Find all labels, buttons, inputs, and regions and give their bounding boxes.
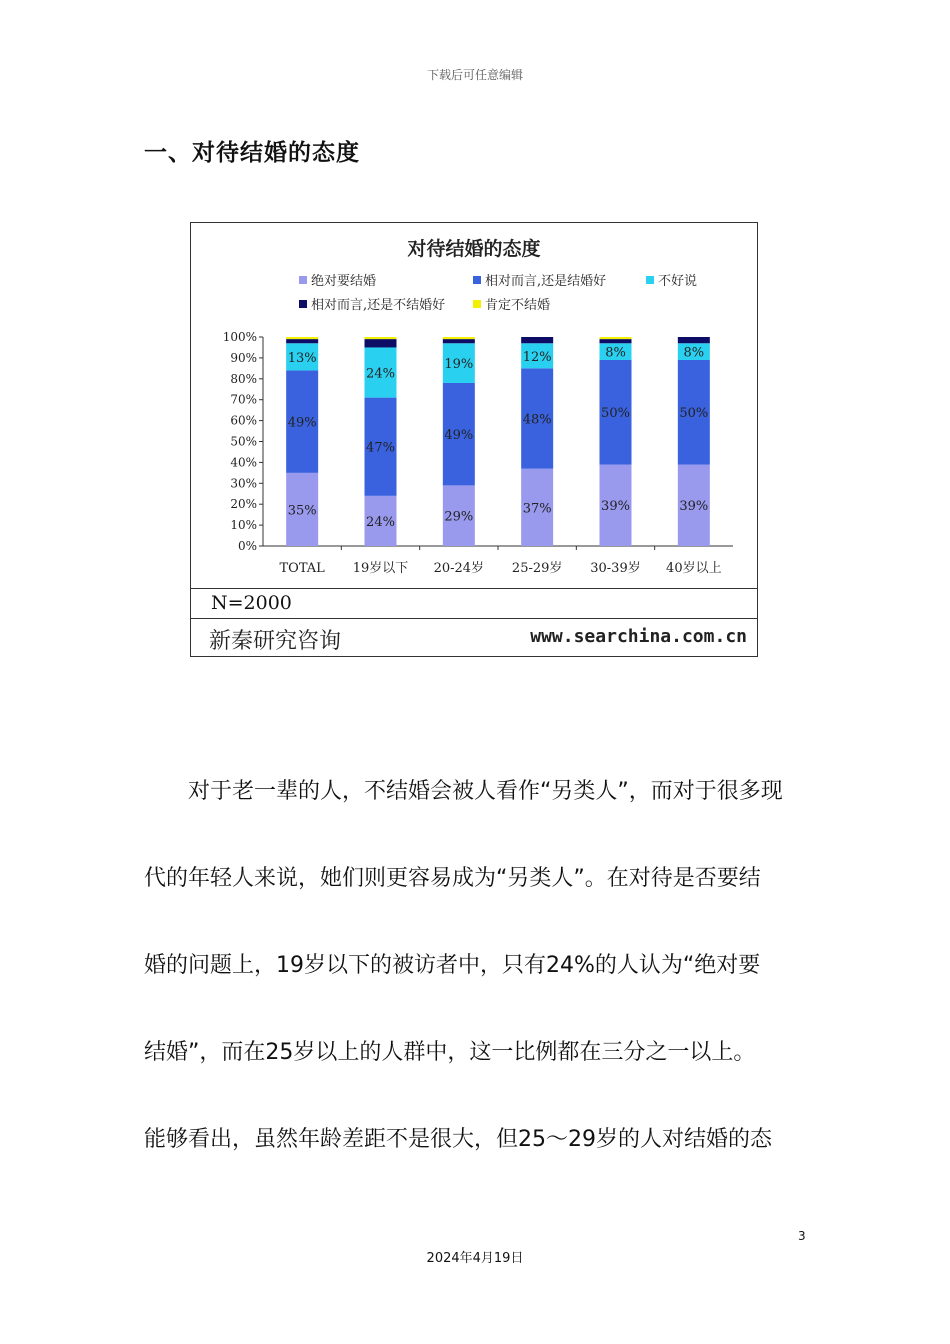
source-org: 新秦研究咨询	[209, 629, 342, 654]
bar-segment	[365, 337, 397, 339]
x-tick-label: 19岁以下	[352, 561, 409, 576]
y-tick-label: 70%	[230, 392, 257, 407]
x-tick-label: 20-24岁	[433, 561, 485, 576]
paragraph-line: 对于老一辈的人，不结婚会被人看作“另类人”，而对于很多现	[144, 779, 783, 804]
x-tick-label: 25-29岁	[511, 561, 563, 576]
sample-size-row	[191, 588, 757, 618]
y-tick-label: 20%	[230, 497, 257, 512]
legend-label: 相对而言,还是不结婚好	[311, 298, 446, 313]
paragraph-line: 结婚”，而在25岁以上的人群中，这一比例都在三分之一以上。	[144, 1040, 756, 1065]
data-label: 35%	[287, 503, 317, 519]
legend-label: 绝对要结婚	[311, 274, 377, 289]
bar-segment	[678, 337, 710, 343]
bar-segment	[443, 339, 475, 343]
source-url: www.searchina.com.cn	[530, 626, 747, 647]
bar-segment	[286, 337, 318, 339]
legend-swatch	[473, 276, 481, 284]
bar-segment	[521, 337, 553, 343]
data-label: 24%	[366, 514, 395, 530]
data-label: 29%	[444, 509, 474, 525]
data-label: 8%	[683, 345, 705, 361]
y-tick-label: 30%	[230, 476, 257, 491]
page-number: 3	[798, 1229, 806, 1243]
bar-segment	[286, 339, 318, 343]
y-tick-label: 100%	[222, 330, 257, 344]
data-label: 39%	[679, 499, 709, 515]
data-label: 19%	[444, 357, 474, 373]
y-tick-label: 90%	[230, 350, 257, 365]
y-tick-label: 10%	[230, 518, 257, 533]
x-tick-label: 40岁以上	[666, 561, 722, 576]
legend-label: 不好说	[658, 274, 698, 289]
bar-segment	[443, 337, 475, 339]
legend-label: 相对而言,还是结婚好	[485, 274, 607, 289]
section-title: 一、对待结婚的态度	[144, 140, 360, 166]
data-label: 50%	[601, 406, 630, 422]
legend-swatch	[299, 300, 307, 308]
data-label: 49%	[444, 428, 474, 444]
source-row	[191, 618, 757, 656]
y-tick-label: 0%	[237, 539, 257, 553]
legend-swatch	[473, 300, 481, 308]
bar-segment	[600, 337, 632, 339]
page-header-note: 下载后可任意编辑	[426, 68, 523, 82]
chart-title: 对待结婚的态度	[407, 238, 541, 260]
chart-figure	[190, 222, 758, 657]
data-label: 50%	[679, 406, 709, 422]
y-tick-label: 50%	[230, 434, 257, 449]
x-tick-label: TOTAL	[279, 561, 325, 576]
legend-label: 肯定不结婚	[485, 298, 551, 313]
paragraph-line: 婚的问题上，19岁以下的被访者中，只有24%的人认为“绝对要	[144, 953, 761, 978]
y-tick-label: 60%	[230, 413, 257, 428]
data-label: 47%	[366, 440, 395, 456]
x-tick-label: 30-39岁	[590, 561, 641, 576]
paragraph-line: 代的年轻人来说，她们则更容易成为“另类人”。在对待是否要结	[144, 866, 761, 891]
data-label: 12%	[522, 349, 552, 365]
data-label: 49%	[287, 415, 317, 431]
stacked-bar-chart	[191, 223, 757, 588]
data-label: 39%	[601, 499, 630, 515]
page-date: 2024年4月19日	[426, 1251, 524, 1266]
data-label: 37%	[522, 501, 552, 517]
data-label: 13%	[287, 350, 317, 366]
legend-swatch	[299, 276, 307, 284]
legend-swatch	[646, 276, 654, 284]
bar-segment	[365, 339, 397, 347]
data-label: 24%	[366, 366, 395, 382]
sample-size: N=2000	[211, 592, 292, 614]
data-label: 48%	[522, 412, 552, 428]
paragraph-line: 能够看出，虽然年龄差距不是很大，但25～29岁的人对结婚的态	[144, 1127, 772, 1152]
bar-segment	[600, 339, 632, 343]
y-tick-label: 40%	[230, 455, 257, 470]
y-tick-label: 80%	[230, 371, 257, 386]
data-label: 8%	[605, 345, 626, 361]
